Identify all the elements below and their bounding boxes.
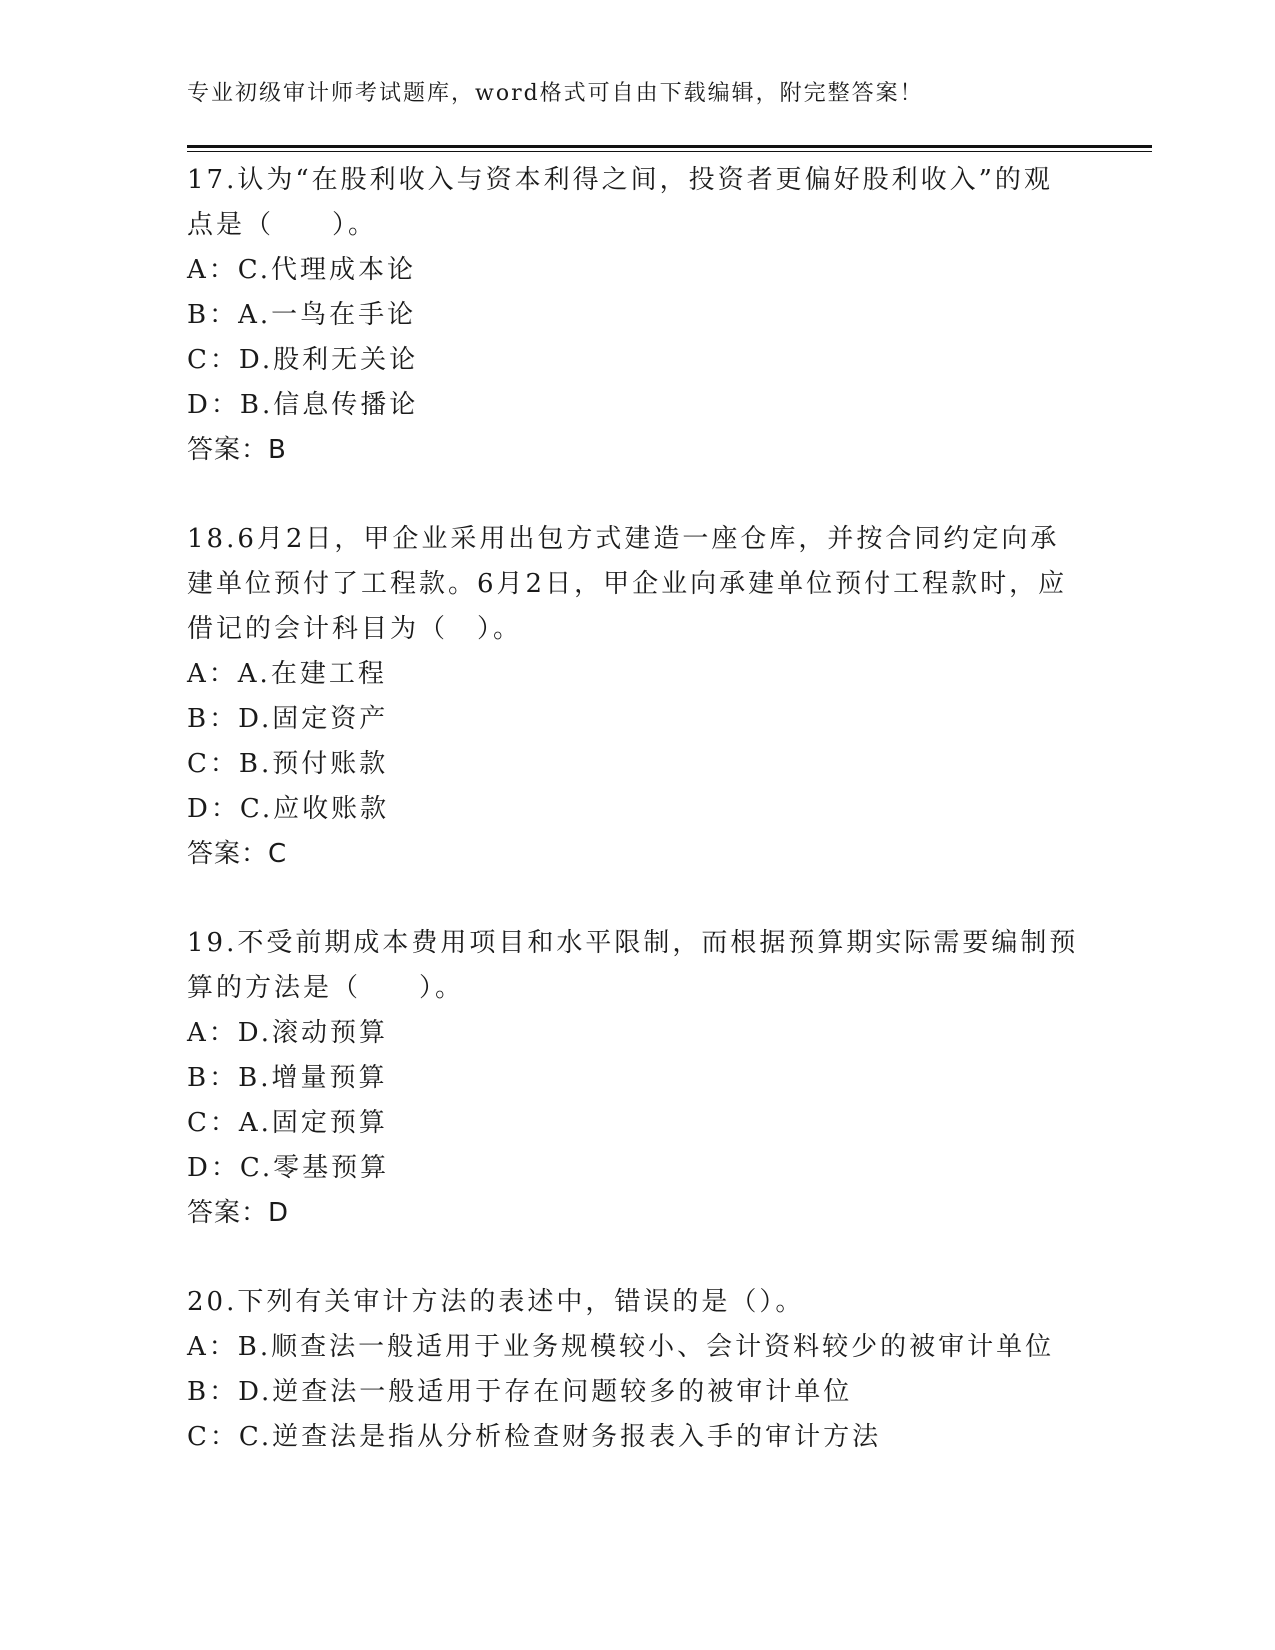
question-stem-line: 借记的会计科目为（ ）。: [187, 614, 523, 644]
option-b: B：A.一鸟在手论: [187, 300, 417, 330]
option-c: C：A.固定预算: [187, 1108, 388, 1138]
question-stem-line: 20.下列有关审计方法的表述中，错误的是（）。: [187, 1287, 805, 1317]
question-20: [187, 1280, 1087, 1460]
header-rule-thick: [187, 145, 1152, 148]
question-stem-line: 算的方法是（ ）。: [187, 973, 465, 1003]
header-text: 专业初级审计师考试题库，word格式可自由下载编辑，附完整答案！: [187, 81, 924, 106]
option-d: D：C.零基预算: [187, 1153, 390, 1183]
question-stem-line: 点是（ ）。: [187, 210, 378, 240]
option-b: B：D.固定资产: [187, 704, 389, 734]
answer: 答案：B: [187, 435, 287, 465]
option-c: C：C.逆查法是指从分析检查财务报表入手的审计方法: [187, 1422, 882, 1452]
option-d: D：C.应收账款: [187, 794, 390, 824]
answer: 答案：D: [187, 1198, 290, 1228]
question-stem-line: 17.认为“在股利收入与资本利得之间，投资者更偏好股利收入”的观: [187, 165, 1053, 195]
question-stem-line: 18.6月2日，甲企业采用出包方式建造一座仓库，并按合同约定向承: [187, 524, 1060, 554]
option-c: C：D.股利无关论: [187, 345, 419, 375]
question-19: [187, 921, 1087, 1236]
option-a: A：C.代理成本论: [187, 255, 417, 285]
answer: 答案：C: [187, 839, 288, 869]
option-a: A：D.滚动预算: [187, 1018, 388, 1048]
option-a: A：B.顺查法一般适用于业务规模较小、会计资料较少的被审计单位: [187, 1332, 1055, 1362]
question-18: [187, 517, 1087, 877]
option-a: A：A.在建工程: [187, 659, 387, 689]
question-stem-line: 建单位预付了工程款。6月2日，甲企业向承建单位预付工程款时，应: [187, 569, 1068, 599]
option-b: B：D.逆查法一般适用于存在问题较多的被审计单位: [187, 1377, 853, 1407]
option-c: C：B.预付账款: [187, 749, 389, 779]
question-list: [187, 158, 1087, 1504]
option-b: B：B.增量预算: [187, 1063, 388, 1093]
question-17: [187, 158, 1087, 473]
question-stem-line: 19.不受前期成本费用项目和水平限制，而根据预算期实际需要编制预: [187, 928, 1079, 958]
option-d: D：B.信息传播论: [187, 390, 419, 420]
header-rule-thin: [187, 151, 1152, 152]
